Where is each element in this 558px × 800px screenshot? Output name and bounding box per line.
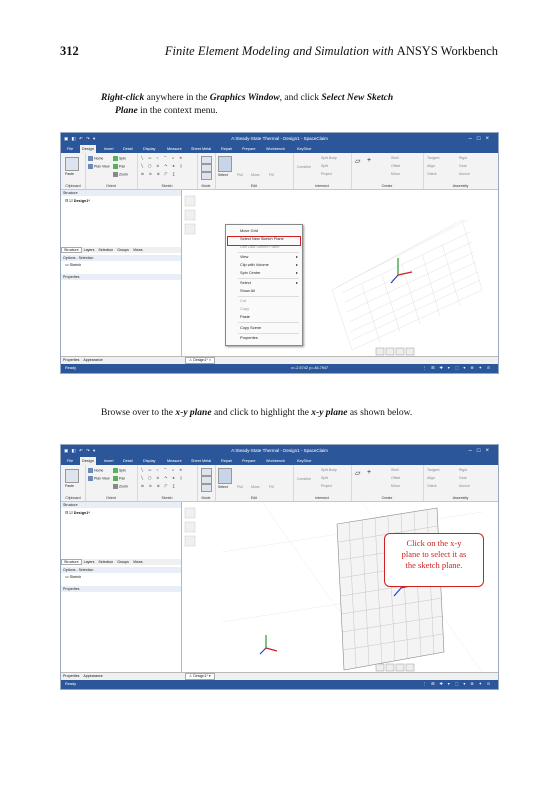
menu-measure[interactable]: Measure <box>167 147 182 151</box>
bottom-tabs-2 <box>61 672 498 680</box>
status-ready: Ready <box>65 366 76 370</box>
menu-design-2[interactable]: Design <box>82 459 94 463</box>
pan-button-2[interactable]: Pan <box>113 476 125 481</box>
split-body-button-2[interactable]: Split Body <box>321 468 337 472</box>
window-title: A:Steady-State Thermal - Design1 - SpaceClaim <box>231 136 328 141</box>
status-tools-2[interactable]: ⋮ ⊞ ✚ ▾ ⬚ ▾ ⊕ ✦ ⊙ <box>422 682 492 686</box>
panel-tabs-2 <box>61 559 181 565</box>
tab-groups-2[interactable]: Groups <box>117 560 129 564</box>
offset-button-2[interactable]: Offset <box>391 476 401 480</box>
highlighted-xy-plane <box>182 502 498 680</box>
select-button-2[interactable]: Select <box>218 485 228 489</box>
menu-item-select-new-sketch-plane[interactable]: Select New Sketch Plane <box>240 236 284 241</box>
select-tool-icon[interactable] <box>218 156 232 172</box>
split-button[interactable]: Split <box>321 164 328 168</box>
spin-button-2[interactable]: Spin <box>113 468 126 473</box>
window-controls-2[interactable]: –□× <box>468 448 494 454</box>
combine-button[interactable]: Combine <box>297 165 312 169</box>
menu-item-spin-center[interactable]: Spin Center ▸ <box>240 270 298 275</box>
select-button[interactable]: Select <box>218 173 228 177</box>
mirror-button[interactable]: Mirror <box>391 172 401 176</box>
pull-button-2[interactable]: Pull <box>237 485 243 489</box>
running-title: Finite Element Modeling and Simulation with ANSYS Workbench <box>164 44 498 58</box>
menu-item-properties[interactable]: Properties <box>240 335 258 340</box>
gear-button[interactable]: Gear <box>459 164 467 168</box>
menu-sheet-metal[interactable]: Sheet Metal <box>191 147 212 151</box>
section-mode-icon-2[interactable] <box>201 476 212 484</box>
group-create: ▱ + Shell Offset Mirror Create <box>351 153 424 189</box>
options-header: Options - Selection <box>61 255 181 261</box>
tab-properties[interactable]: Properties <box>63 358 80 362</box>
menu-measure-2[interactable]: Measure <box>167 459 182 463</box>
paste-icon-2[interactable] <box>65 469 79 483</box>
window-title-2: A:Steady-State Thermal - Design1 - SpaceClaim <box>231 448 328 453</box>
tab-structure-2[interactable]: Structure <box>61 559 82 565</box>
doc-tab[interactable]: ⚠ Design1* × <box>185 357 215 364</box>
select-tool-icon-2[interactable] <box>218 468 232 484</box>
properties-header-2: Properties <box>61 586 181 592</box>
menu-insert[interactable]: Insert <box>104 147 114 151</box>
move-button[interactable]: Move <box>251 173 260 177</box>
zoom-button[interactable]: Zoom <box>113 172 128 177</box>
menu-sheet-metal-2[interactable]: Sheet Metal <box>191 459 212 463</box>
offset-button[interactable]: Offset <box>391 164 401 168</box>
tab-views-2[interactable]: Views <box>132 560 143 564</box>
combine-button-2[interactable]: Combine <box>297 477 312 481</box>
menu-item-move-grid[interactable]: Move Grid <box>240 228 258 233</box>
status-ready-2: Ready <box>65 682 76 686</box>
menu-bar <box>61 145 498 153</box>
orient-button[interactable]: Orient <box>427 172 437 176</box>
axis-icon[interactable]: + <box>367 157 372 164</box>
tab-groups[interactable]: Groups <box>117 248 129 252</box>
quick-access-icons-2[interactable]: ▣ ◧ ↶ ↷ ▾ <box>64 448 97 453</box>
zoom-button-2[interactable]: Zoom <box>113 484 128 489</box>
quick-access-icons[interactable]: ▣ ◧ ↶ ↷ ▾ <box>64 136 97 141</box>
menu-item-show-all[interactable]: Show All <box>240 288 255 293</box>
window-controls[interactable]: –□× <box>468 136 494 142</box>
status-tools[interactable]: ⋮ ⊞ ✚ ▾ ⬚ ▾ ⊕ ✦ ⊙ <box>422 366 492 370</box>
step1-text: Right-click anywhere in the Graphics Window, and click Select New Sketch Plane in the context menu. <box>101 93 394 116</box>
anchor-button[interactable]: Anchor <box>459 172 471 176</box>
shell-button[interactable]: Shell <box>391 156 399 160</box>
menu-display-2[interactable]: Display <box>143 459 156 463</box>
step2-text: Browse over to the x-y plane and click to highlight the x-y plane as shown below. <box>101 408 413 418</box>
left-panel <box>61 190 182 364</box>
tree-root-2[interactable]: ⊟ ☑ Design1* <box>65 511 90 515</box>
tangent-button-2[interactable]: Tangent <box>427 468 440 472</box>
tab-views[interactable]: Views <box>132 248 143 252</box>
align-button[interactable]: Align <box>427 164 435 168</box>
plane-icon[interactable]: ▱ <box>355 158 361 165</box>
menu-item-copy-scene[interactable]: Copy Scene <box>240 325 262 330</box>
group-edit: Select Pull Move Fill Edit <box>215 153 294 189</box>
tab-layers[interactable]: Layers <box>83 248 95 252</box>
left-panel-2 <box>61 502 182 680</box>
menu-prepare-2[interactable]: Prepare <box>242 459 256 463</box>
sketch-tools-row3-2[interactable]: ⊘ ⊙ ⊘ ◸ ∑ <box>141 484 177 488</box>
pull-button[interactable]: Pull <box>237 173 243 177</box>
menu-file[interactable]: File <box>67 147 74 151</box>
group-assembly: Tangent Align Orient Rigid Gear Anchor Assembly <box>427 156 471 188</box>
menu-design[interactable]: Design <box>82 147 94 151</box>
menu-keyshot[interactable]: KeyShot <box>297 147 312 151</box>
properties-header: Properties <box>61 274 181 280</box>
menu-file-2[interactable]: File <box>67 459 74 463</box>
menu-item-clip-with-volume[interactable]: Clip with Volume ▸ <box>240 262 298 267</box>
sketch-tools-row1[interactable]: ╲ ▭ ○ ⌒ ⟡ ✕ <box>141 156 185 160</box>
align-button-2[interactable]: Align <box>427 476 435 480</box>
3d-mode-icon[interactable] <box>201 172 212 180</box>
sketch-tools-row3[interactable]: ⊘ ⊙ ⊘ ◸ ∑ <box>141 172 177 176</box>
tab-selection-2[interactable]: Selection <box>98 560 114 564</box>
gear-button-2[interactable]: Gear <box>459 476 467 480</box>
graphics-window-2[interactable] <box>182 502 498 680</box>
tab-selection[interactable]: Selection <box>98 248 114 252</box>
title-bar-2 <box>61 445 498 457</box>
paste-button-2[interactable]: Paste <box>65 484 74 488</box>
menu-workbench-2[interactable]: Workbench <box>266 459 286 463</box>
menu-keyshot-2[interactable]: KeyShot <box>297 459 312 463</box>
menu-insert-2[interactable]: Insert <box>104 459 114 463</box>
running-header <box>60 44 498 60</box>
plane-icon-2[interactable]: ▱ <box>355 470 361 477</box>
context-menu <box>225 224 303 346</box>
fill-button-2[interactable]: Fill <box>269 485 274 489</box>
sketch-mode-icon[interactable] <box>201 156 212 164</box>
orient-button-2[interactable]: Orient <box>427 484 437 488</box>
rigid-button-2[interactable]: Rigid <box>459 468 467 472</box>
menu-bar-2 <box>61 457 498 465</box>
3d-mode-icon-2[interactable] <box>201 484 212 492</box>
pan-button[interactable]: Pan <box>113 164 125 169</box>
sketch-tools-row1-2[interactable]: ╲ ▭ ○ ⌒ ⟡ ✕ <box>141 468 185 472</box>
menu-item-select[interactable]: Select ▸ <box>240 280 298 285</box>
spin-button[interactable]: Spin <box>113 156 126 161</box>
fill-button[interactable]: Fill <box>269 173 274 177</box>
home-button-2[interactable]: Home <box>88 468 103 473</box>
project-button[interactable]: Project <box>321 172 332 176</box>
anchor-button-2[interactable]: Anchor <box>459 484 471 488</box>
status-bar <box>61 364 498 373</box>
title-bar <box>61 133 498 145</box>
sketch-tools-row2-2[interactable]: ╲ ▢ ⊙ ↷ ∗ ▯ <box>141 476 184 480</box>
sketch-option-2[interactable]: ▭ Sketch <box>65 575 82 579</box>
sketch-option[interactable]: ▭ Sketch <box>65 263 82 267</box>
doc-tab-2[interactable]: ⚠ Design1* ▾ <box>185 673 215 680</box>
structure-header: Structure <box>61 190 181 196</box>
menu-item-use-last-sketch-plane[interactable]: Use Last Sketch Plane <box>240 244 280 249</box>
menu-item-copy[interactable]: Copy <box>240 306 250 311</box>
menu-item-view[interactable]: View ▸ <box>240 254 298 259</box>
paste-button[interactable]: Paste <box>65 172 74 176</box>
structure-header-2: Structure <box>61 502 181 508</box>
ribbon <box>61 153 498 190</box>
panel-tabs <box>61 247 181 253</box>
menu-detail-2[interactable]: Detail <box>123 459 133 463</box>
menu-detail[interactable]: Detail <box>123 147 133 151</box>
group-mode: Mode <box>197 153 216 189</box>
menu-repair[interactable]: Repair <box>221 147 233 151</box>
status-bar-2 <box>61 680 498 689</box>
plan-view-button-2[interactable]: Plan View <box>88 476 110 481</box>
move-button-2[interactable]: Move <box>251 485 260 489</box>
bottom-tabs <box>61 356 498 364</box>
annotation-callout: Click on the x-y plane to select it as the sketch plane. <box>384 533 484 587</box>
group-intersect: Combine Split Body Split Project Intersect <box>293 153 352 189</box>
tab-structure[interactable]: Structure <box>61 247 82 253</box>
group-clipboard: Paste Clipboard <box>61 153 86 189</box>
tab-appearance[interactable]: Appearance <box>83 358 103 362</box>
menu-workbench[interactable]: Workbench <box>266 147 286 151</box>
sketch-tools-row2[interactable]: ╲ ▢ ⊙ ↷ ∗ ▯ <box>141 164 184 168</box>
split-button-2[interactable]: Split <box>321 476 328 480</box>
tab-layers-2[interactable]: Layers <box>83 560 95 564</box>
axis-icon-2[interactable]: + <box>367 469 372 476</box>
split-body-button[interactable]: Split Body <box>321 156 337 160</box>
menu-repair-2[interactable]: Repair <box>221 459 233 463</box>
tab-properties-2[interactable]: Properties <box>63 674 80 678</box>
tab-appearance-2[interactable]: Appearance <box>83 674 103 678</box>
home-button[interactable]: Home <box>88 156 103 161</box>
page-number: 312 <box>60 44 79 58</box>
options-header-2: Options - Selection <box>61 567 181 573</box>
tangent-button[interactable]: Tangent <box>427 156 440 160</box>
ribbon-2: Paste Clipboard Home Spin Plan View Pan Zoom Orient ╲ ▭ ○ ⌒ ⟡ ✕ ╲ ▢ ⊙ ↷ ∗ ▯ ⊘ ⊙ ⊘ ◸ ∑ Sketch Mode Select Pull Move Fill Edit Combine Split Body Split Project Intersect ▱ + Shell Offset Mirror Create Tangent Align Orient Rigid Gear Anchor Assembly <box>61 465 498 502</box>
status-coords: x=-2.5742 y=-46.7947 <box>291 366 329 370</box>
tree-root[interactable]: ⊟ ☑ Design1* <box>65 199 90 203</box>
rigid-button[interactable]: Rigid <box>459 156 467 160</box>
sketch-mode-icon-2[interactable] <box>201 468 212 476</box>
section-mode-icon[interactable] <box>201 164 212 172</box>
paste-icon[interactable] <box>65 157 79 171</box>
mirror-button-2[interactable]: Mirror <box>391 484 401 488</box>
project-button-2[interactable]: Project <box>321 484 332 488</box>
group-sketch: ╲ ▭ ○ ⌒ ⟡ ✕ ╲ ▢ ⊙ ↷ ∗ ▯ ⊘ ⊙ ⊘ ◸ ∑ Sketch <box>137 153 198 189</box>
menu-item-cut[interactable]: Cut <box>240 298 247 303</box>
group-orient: Home Spin Plan View Pan Zoom Orient <box>85 153 138 189</box>
menu-prepare[interactable]: Prepare <box>242 147 256 151</box>
menu-item-paste[interactable]: Paste <box>240 314 250 319</box>
shell-button-2[interactable]: Shell <box>391 468 399 472</box>
menu-display[interactable]: Display <box>143 147 156 151</box>
plan-view-button[interactable]: Plan View <box>88 164 110 169</box>
